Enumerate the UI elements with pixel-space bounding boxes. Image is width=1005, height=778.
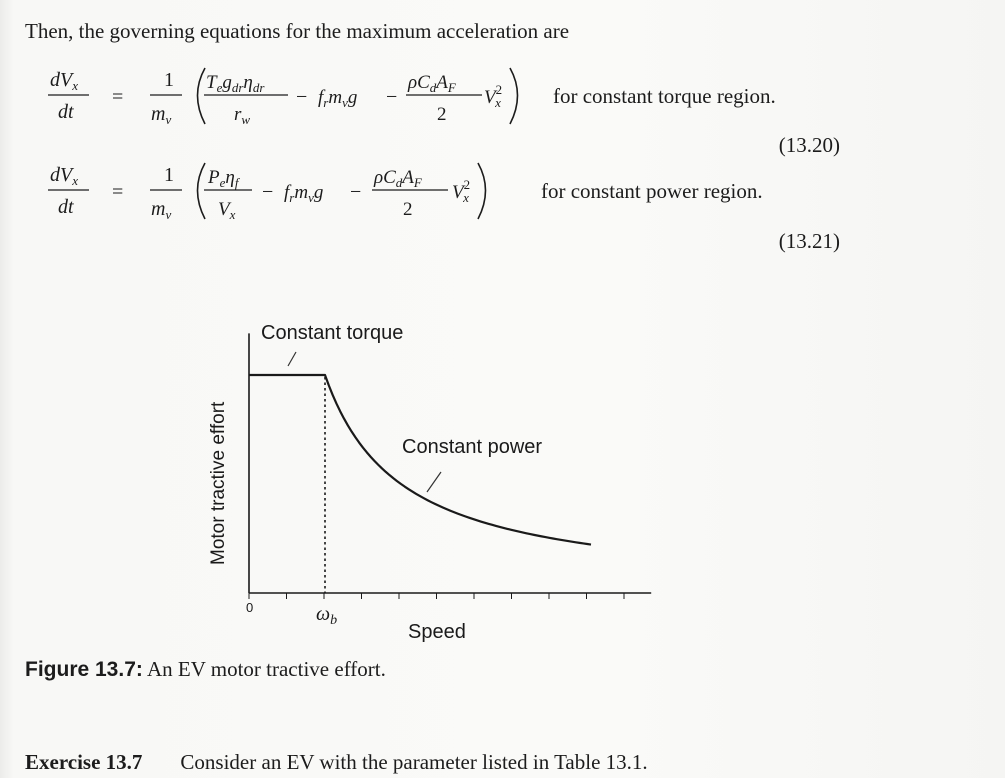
exercise-text: Consider an EV with the parameter listed in Table 13.1. bbox=[180, 750, 648, 774]
region-text: for constant power region. bbox=[541, 179, 763, 203]
equation-13-21 bbox=[0, 153, 1005, 233]
figure-caption bbox=[25, 657, 386, 682]
svg-text:Tegdrηdr: $T_eg_{dr}\eta_{dr}$ bbox=[206, 72, 265, 95]
coef-numerator: 1 bbox=[164, 69, 174, 91]
x-axis-label: Speed bbox=[408, 621, 466, 643]
chart-axes bbox=[249, 333, 651, 593]
caption-label: Figure 13.7: bbox=[25, 658, 143, 681]
svg-text:frmvg: $f_rm_vg$ bbox=[284, 182, 324, 205]
lhs-denominator: dt bbox=[58, 101, 74, 123]
annotation-torque-pointer bbox=[288, 352, 296, 366]
coef-denominator: $m_v$ bbox=[151, 198, 172, 222]
svg-text:−: − bbox=[296, 86, 308, 108]
svg-text:−: − bbox=[386, 86, 398, 108]
svg-text:V2x: $V^2$ x bbox=[484, 82, 503, 110]
base-speed-label: $\omega_b$ bbox=[316, 603, 338, 628]
lhs-numerator: $dV_x$ bbox=[50, 164, 78, 188]
equation-number: (13.21) bbox=[778, 229, 840, 253]
coef-numerator: 1 bbox=[164, 164, 174, 186]
svg-text:=: = bbox=[112, 86, 124, 108]
lhs-numerator: $dV_x$ bbox=[50, 69, 78, 93]
region-text: for constant torque region. bbox=[553, 84, 776, 108]
svg-text:=: = bbox=[112, 181, 124, 203]
tractive-effort-curve bbox=[249, 375, 591, 545]
svg-text:Peηf: $P_e\eta_f$ bbox=[208, 167, 239, 190]
x-axis-ticks bbox=[249, 593, 624, 599]
exercise-label: Exercise 13.7 bbox=[25, 750, 143, 774]
annotation-constant-torque: Constant torque bbox=[261, 322, 404, 344]
tractive-effort-chart bbox=[0, 300, 1005, 655]
svg-text:2: 2 bbox=[403, 199, 413, 220]
exercise-13-7 bbox=[25, 750, 648, 775]
svg-text:frmvg: $f_rm_vg$ bbox=[318, 87, 358, 110]
svg-text:ρCdAF: $\rho C_dA_F$ bbox=[374, 167, 422, 190]
y-axis-label: Motor tractive effort bbox=[208, 401, 229, 565]
svg-text:−: − bbox=[350, 181, 362, 203]
svg-text:V2x: $V^2$ x bbox=[452, 177, 471, 205]
svg-text:ρCdAF: $\rho C_dA_F$ bbox=[408, 72, 456, 95]
caption-text: An EV motor tractive effort. bbox=[146, 657, 386, 681]
annotation-power-pointer bbox=[427, 472, 441, 492]
svg-text:Vx: $V_x$ bbox=[218, 199, 236, 222]
equation-13-20 bbox=[0, 58, 1005, 138]
svg-text:rw: $r_w$ bbox=[234, 104, 251, 127]
x-origin-label: 0 bbox=[246, 600, 254, 615]
coef-denominator: $m_v$ bbox=[151, 103, 172, 127]
annotation-constant-power: Constant power bbox=[402, 436, 543, 458]
svg-text:−: − bbox=[262, 181, 274, 203]
intro-text: Then, the governing equations for the maximum acceleration are bbox=[25, 19, 570, 43]
equation-number: (13.20) bbox=[778, 133, 840, 157]
lhs-denominator: dt bbox=[58, 196, 74, 218]
svg-text:2: 2 bbox=[437, 104, 447, 125]
